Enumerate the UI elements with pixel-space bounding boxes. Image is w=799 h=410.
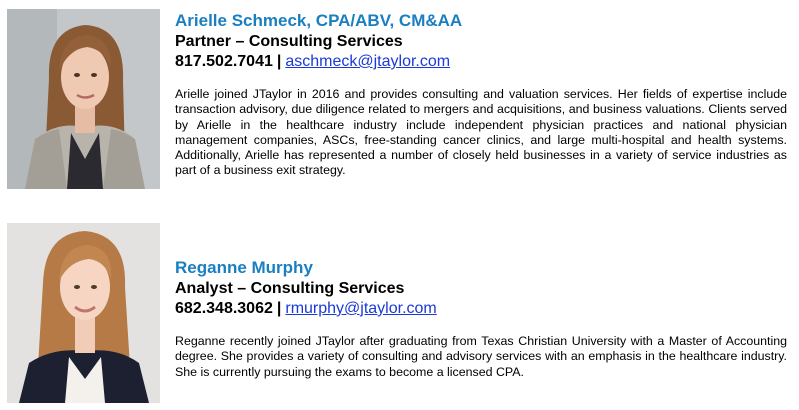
- portrait-image: [7, 9, 160, 189]
- phone-number: 817.502.7041: [175, 53, 273, 70]
- contact-separator: |: [276, 53, 282, 70]
- person-bio: Reganne recently joined JTaylor after graduating from Texas Christian University with a Master of Accounting degree. She provides a variety of consulting and advisory services with an emphasis in the healthcare industry. She is currently pursuing the exams to become a licensed CPA.: [175, 334, 787, 379]
- portrait-image: [7, 223, 160, 403]
- profile-info: [175, 10, 787, 179]
- person-title: Analyst – Consulting Services: [175, 280, 405, 297]
- email-link[interactable]: aschmeck@jtaylor.com: [285, 53, 451, 70]
- profile-info: [175, 257, 787, 380]
- phone-number: 682.348.3062: [175, 300, 273, 317]
- contact-line: [175, 299, 787, 319]
- contact-separator: |: [276, 300, 282, 317]
- contact-line: [175, 52, 787, 72]
- person-title: Partner – Consulting Services: [175, 33, 403, 50]
- email-link[interactable]: rmurphy@jtaylor.com: [285, 300, 437, 317]
- person-name: Reganne Murphy: [175, 258, 313, 277]
- person-bio: Arielle joined JTaylor in 2016 and provides consulting and valuation services. Her fields of expertise include transaction advisory, due diligence related to mergers and acquisitions, and business valuations. Clients served by Arielle in the healthcare industry include independent physician practices and national physician management companies, ASCs, free-standing cancer clinics, and large multi-hospital and health systems. Additionally, Arielle has represented a number of closely held businesses in a variety of service industries as part of a business exit strategy.: [175, 87, 787, 178]
- headshot-photo: [7, 9, 160, 189]
- person-name: Arielle Schmeck, CPA/ABV, CM&AA: [175, 11, 463, 30]
- profile-card: [0, 210, 799, 410]
- profile-card: [0, 0, 799, 200]
- headshot-photo: [7, 223, 160, 403]
